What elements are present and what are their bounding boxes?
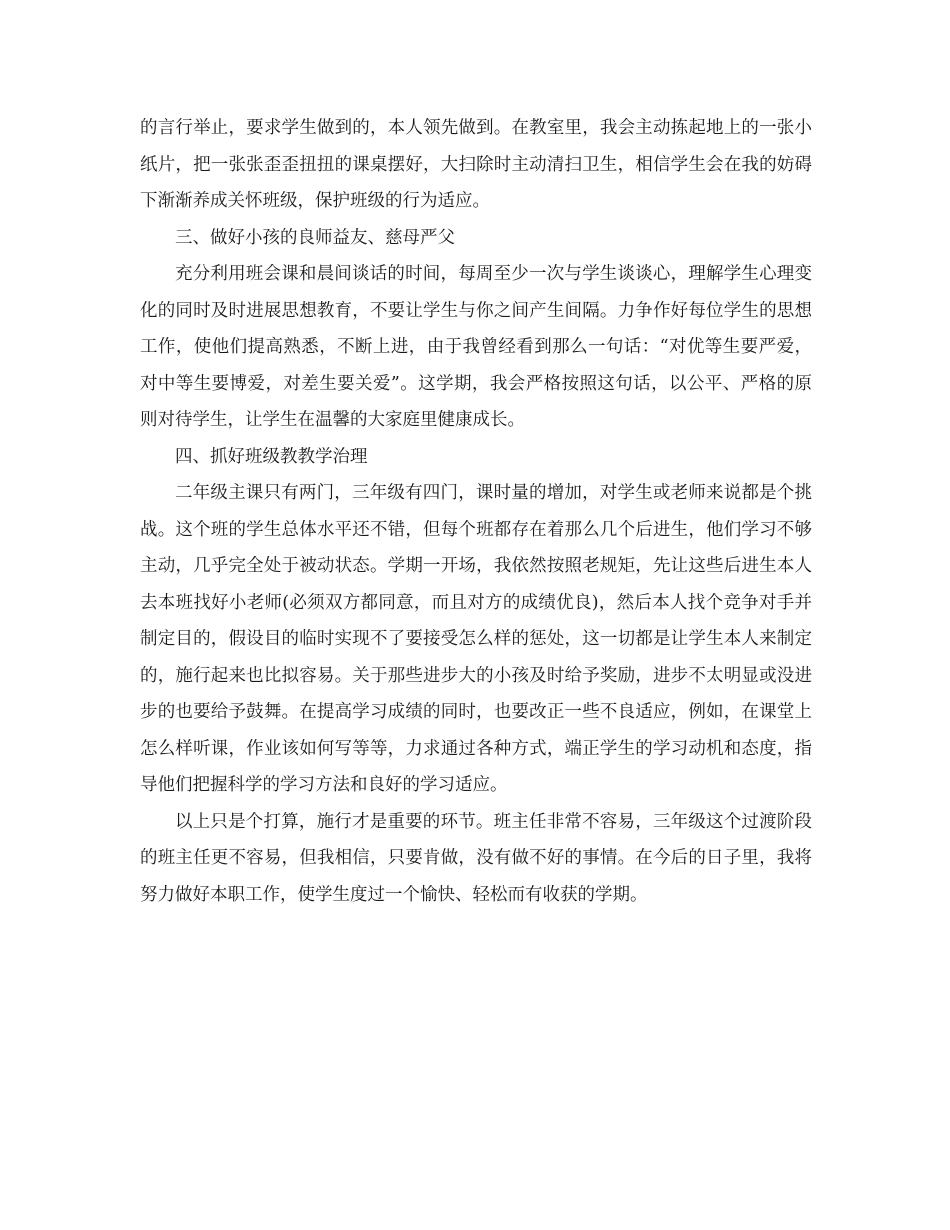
paragraph-mentor: 充分利用班会课和晨间谈话的时间，每周至少一次与学生谈谈心，理解学生心理变化的同时及时进展思想教育，不要让学生与你之间产生间隔。力争作好每位学生的思想工作，使他们提高熟悉，不断上进，由于我曾经看到那么一句话：“对优等生要严爱，对中等生要博爱，对差生要关爱”。这学期，我会严格按照这句话，以公平、严格的原则对待学生，让学生在温馨的大家庭里健康成长。: [140, 264, 812, 430]
paragraph-teaching: 二年级主课只有两门，三年级有四门，课时量的增加，对学生或老师来说都是个挑战。这个班的学生总体水平还不错，但每个班都存在着那么几个后进生，他们学习不够主动，几乎完全处于被动状态。学期一开场，我依然按照老规矩，先让这些后进生本人去本班找好小老师(必须双方都同意，而且对方的成绩优良)，然后本人找个竞争对手并制定目的，假设目的临时实现不了要接受怎么样的惩处，这一切都是让学生本人来制定的，施行起来也比拟容易。关于那些进步大的小孩及时给予奖励，进步不太明显或没进步的也要给予鼓舞。在提高学习成绩的同时，也要改正一些不良适应，例如，在课堂上怎么样听课，作业该如何写等等，力求通过各种方式，端正学生的学习动机和态度，指导他们把握科学的学习方法和良好的学习适应。: [140, 483, 812, 795]
section-heading-four: 四、抓好班级教教学治理: [175, 446, 368, 467]
section-heading-three: 三、做好小孩的良师益友、慈母严父: [175, 227, 455, 248]
paragraph-continued: 的言行举止，要求学生做到的，本人领先做到。在教室里，我会主动拣起地上的一张小纸片，把一张张歪歪扭扭的课桌摆好，大扫除时主动清扫卫生，相信学生会在我的妨碍下渐渐养成关怀班级，保护班级的行为适应。: [140, 118, 812, 211]
paragraph-conclusion: 以上只是个打算，施行才是重要的环节。班主任非常不容易，三年级这个过渡阶段的班主任更不容易，但我相信，只要肯做，没有做不好的事情。在今后的日子里，我将努力做好本职工作，使学生度过一个愉快、轻松而有收获的学期。: [140, 811, 812, 905]
document-body: [140, 110, 812, 913]
